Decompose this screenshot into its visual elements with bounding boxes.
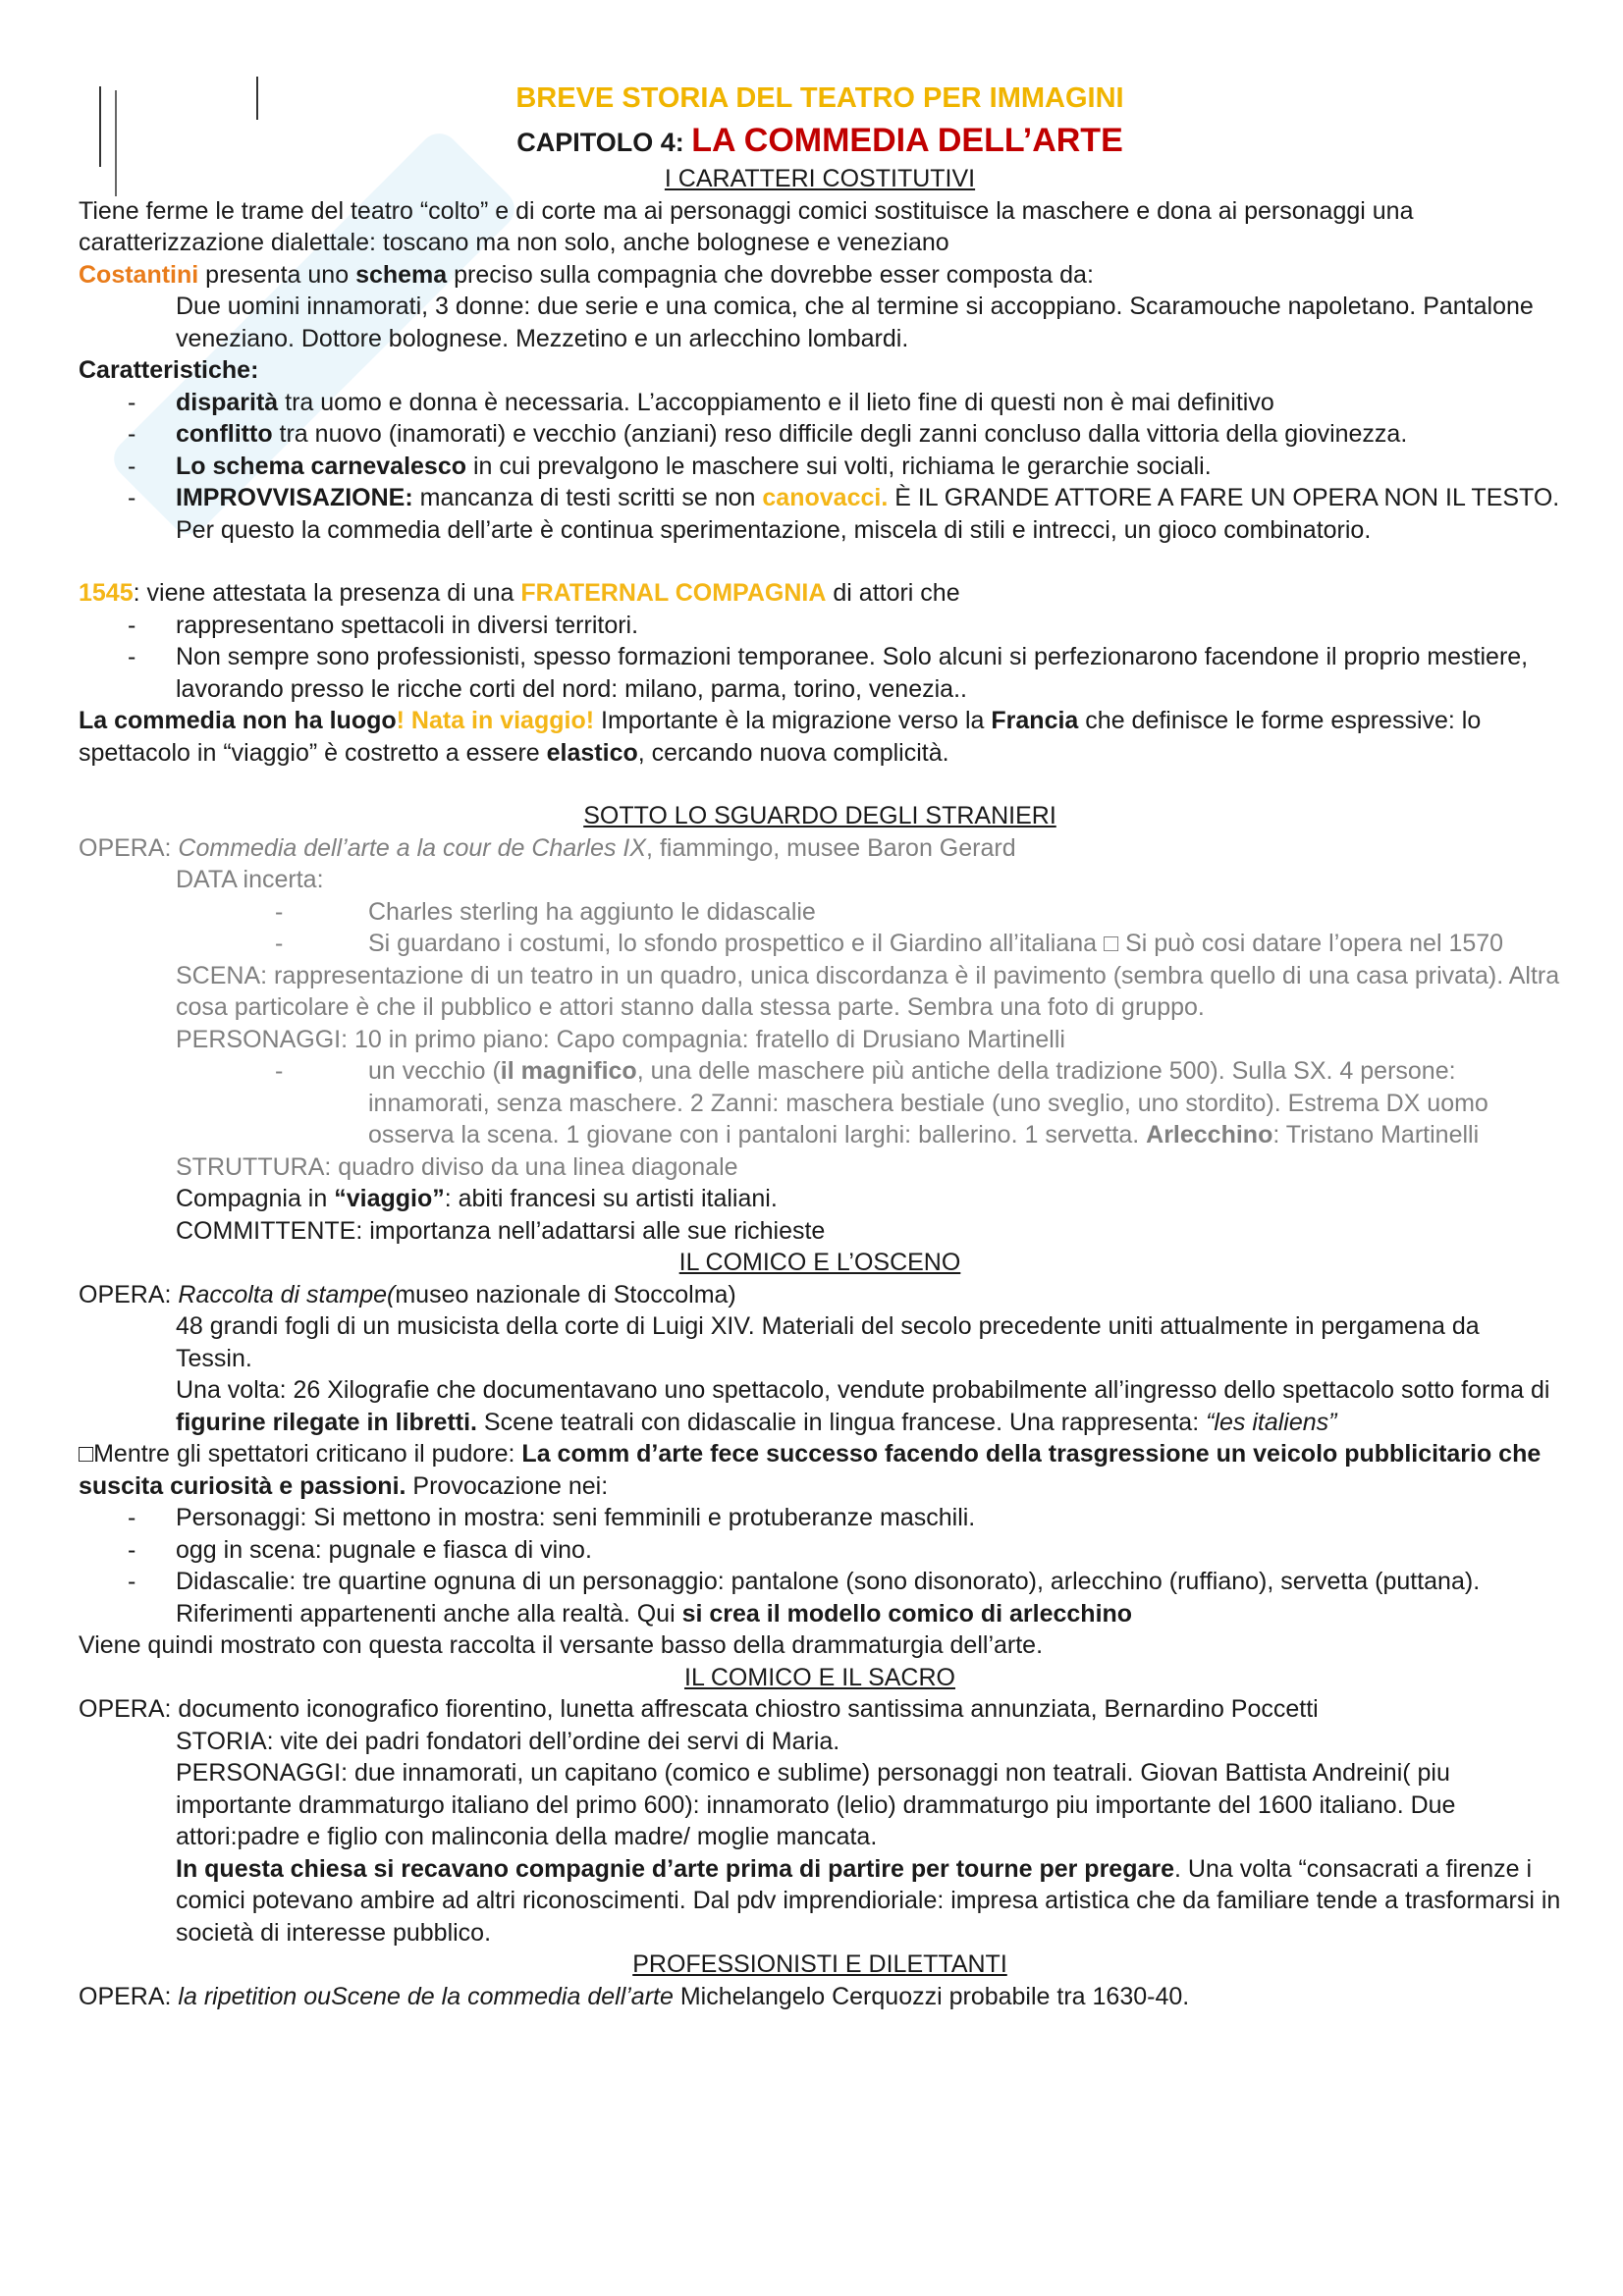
data-label: DATA incerta:: [176, 866, 324, 893]
opera-line: OPERA: la ripetition ouScene de la commedia dell’arte Michelangelo Cerquozzi probabile tra 1630-40.: [79, 1982, 1190, 2010]
section-heading-osceno: IL COMICO E L’OSCENO: [678, 1249, 961, 1276]
document-title: BREVE STORIA DEL TEATRO PER IMMAGINI: [515, 82, 1124, 114]
list-item: - un vecchio (il magnifico, una delle maschere più antiche della tradizione 500). Sulla SX. 4 persone: innamorati, senza maschere. 2 Zanni: maschera bestiale (uno sveglio, uno stordito). Estrema DX uomo osserva la scena. 1 giovane con i pantaloni larghi: ballerino. 1 servetta. Arlecchino: Tristano Martinelli: [79, 1055, 1561, 1151]
chiesa-paragraph: In questa chiesa si recavano compagnie d’arte prima di partire per tourne per pregare. Una volta “consacrati a firenze i comici potevano ambire ad altri riconoscimenti. Dal pdv imprendioriale: impresa artistica che da familiare tende a trasformarsi in società di interesse pubblico.: [176, 1854, 1561, 1947]
compagnia-line: Compagnia in “viaggio”: abiti francesi su artisti italiani.: [176, 1185, 778, 1212]
list-item: - Si guardano i costumi, lo sfondo prospettico e il Giardino all’italiana □ Si può cosi datare l’opera nel 1570: [79, 928, 1561, 960]
costantini-line: Costantini presenta uno schema preciso sulla compagnia che dovrebbe esser composta da:: [79, 260, 1094, 289]
chapter-heading: [79, 120, 1561, 163]
caratteristiche-heading: Caratteristiche:: [79, 356, 259, 384]
costantini-name: Costantini: [79, 260, 199, 289]
list-item: - rappresentano spettacoli in diversi territori.: [79, 610, 1561, 642]
list-item: - Personaggi: Si mettono in mostra: seni femminili e protuberanze maschili.: [79, 1502, 1561, 1534]
list-item: - Lo schema carnevalesco in cui prevalgono le maschere sui volti, richiama le gerarchie sociali.: [79, 451, 1561, 483]
intro-paragraph: Tiene ferme le trame del teatro “colto” e di corte ma ai personaggi comici sostituisce la maschere e dona ai personaggi una caratterizzazione dialettale: toscano ma non solo, anche bolognese e veneziano: [79, 196, 1414, 256]
mentre-paragraph: □Mentre gli spettatori criticano il pudore: La comm d’arte fece successo facendo della trasgressione un veicolo pubblicitario che suscita curiosità e passioni. Provocazione nei:: [79, 1440, 1542, 1500]
fogli-paragraph: 48 grandi fogli di un musicista della corte di Luigi XIV. Materiali del secolo precedente uniti attualmente in pergamena da Tessin.: [176, 1312, 1480, 1372]
list-item: - conflitto tra nuovo (inamorati) e vecchio (anziani) reso difficile degli zanni concluso dalla vittoria della giovinezza.: [79, 418, 1561, 451]
list-item: - ogg in scena: pugnale e fiasca di vino.: [79, 1534, 1561, 1567]
fraternal-line: 1545: viene attestata la presenza di una FRATERNAL COMPAGNIA di attori che: [79, 579, 960, 607]
section-heading-caratteri: I CARATTERI COSTITUTIVI: [664, 165, 976, 192]
intro-conclusion: Per questo la commedia dell’arte è continua sperimentazione, miscela di stili e intrecci, un gioco combinatorio.: [176, 515, 1372, 544]
section-heading-sacro: IL COMICO E IL SACRO: [684, 1663, 955, 1691]
year-1545: 1545: [79, 579, 134, 607]
opera-line: OPERA: Commedia dell’arte a la cour de Charles IX, fiammingo, musee Baron Gerard: [79, 833, 1016, 862]
list-item: - disparità tra uomo e donna è necessaria. L’accoppiamento e il lieto fine di questi non è mai definitivo: [79, 387, 1561, 419]
storia-line: STORIA: vite dei padri fondatori dell’ordine dei servi di Maria.: [176, 1727, 840, 1755]
xilografie-paragraph: Una volta: 26 Xilografie che documentavano uno spettacolo, vendute probabilmente all’ingresso dello spettacolo sotto forma di figurine rilegate in libretti. Scene teatrali con didascalie in lingua francese. Una rappresenta: “les italiens”: [176, 1376, 1550, 1436]
struttura-line: STRUTTURA: quadro diviso da una linea diagonale: [176, 1152, 738, 1181]
opera-line: OPERA: documento iconografico fiorentino, lunetta affrescata chiostro santissima annunziata, Bernardino Poccetti: [79, 1695, 1319, 1723]
chapter-label: CAPITOLO 4:: [516, 128, 684, 157]
company-composition: Due uomini innamorati, 3 donne: due serie e una comica, che al termine si accoppiano. Scaramouche napoletano. Pantalone veneziano. Dottore bolognese. Mezzetino e un arlecchino lombardi.: [176, 293, 1534, 352]
chapter-name: LA COMMEDIA DELL’ARTE: [691, 122, 1123, 159]
luogo-paragraph: La commedia non ha luogo! Nata in viaggio! Importante è la migrazione verso la Francia che definisce le forme espressive: lo spettacolo in “viaggio” è costretto a essere elastico, cercando nuova complicità.: [79, 707, 1482, 767]
personaggi-paragraph: PERSONAGGI: due innamorati, un capitano (comico e sublime) personaggi non teatrali. Giovan Battista Andreini( piu importante drammaturgo italiano del primo 600): innamorato (lelio) drammaturgo piu importante del 1600 italiano. Due attori:padre e figlio con malinconia della madre/ moglie mancata.: [176, 1759, 1456, 1850]
section-heading-professionisti: PROFESSIONISTI E DILETTANTI: [632, 1950, 1007, 1978]
osceno-conclusion: Viene quindi mostrato con questa raccolta il versante basso della drammaturgia dell’arte.: [79, 1631, 1044, 1659]
riferimenti-line: Riferimenti appartenenti anche alla realtà. Qui si crea il modello comico di arlecchino: [176, 1599, 1133, 1628]
list-item: - Charles sterling ha aggiunto le didascalie: [79, 896, 1561, 929]
opera-line: OPERA: Raccolta di stampe(museo nazionale di Stoccolma): [79, 1280, 736, 1308]
list-item: - Didascalie: tre quartine ognuna di un personaggio: pantalone (sono disonorato), arlecchino (ruffiano), servetta (puttana).: [79, 1566, 1561, 1598]
section-heading-stranieri: SOTTO LO SGUARDO DEGLI STRANIERI: [583, 802, 1056, 829]
document-page: [79, 77, 1561, 2012]
scena-paragraph: SCENA: rappresentazione di un teatro in un quadro, unica discordanza è il pavimento (sembra quello di una casa privata). Altra cosa particolare è che il pubblico e attori stanno dalla stessa parte. Sembra una foto di gruppo.: [176, 961, 1560, 1021]
committente-line: COMMITTENTE: importanza nell’adattarsi alle sue richieste: [176, 1216, 826, 1245]
personaggi-paragraph: PERSONAGGI: 10 in primo piano: Capo compagnia: fratello di Drusiano Martinelli: [176, 1025, 1065, 1053]
list-item: - IMPROVVISAZIONE: mancanza di testi scritti se non canovacci. È IL GRANDE ATTORE A FARE UN OPERA NON IL TESTO.: [79, 482, 1561, 514]
list-item: - Non sempre sono professionisti, spesso formazioni temporanee. Solo alcuni si perfezionarono facendone il proprio mestiere, lavorando presso le ricche corti del nord: milano, parma, torino, venezia..: [79, 641, 1561, 705]
